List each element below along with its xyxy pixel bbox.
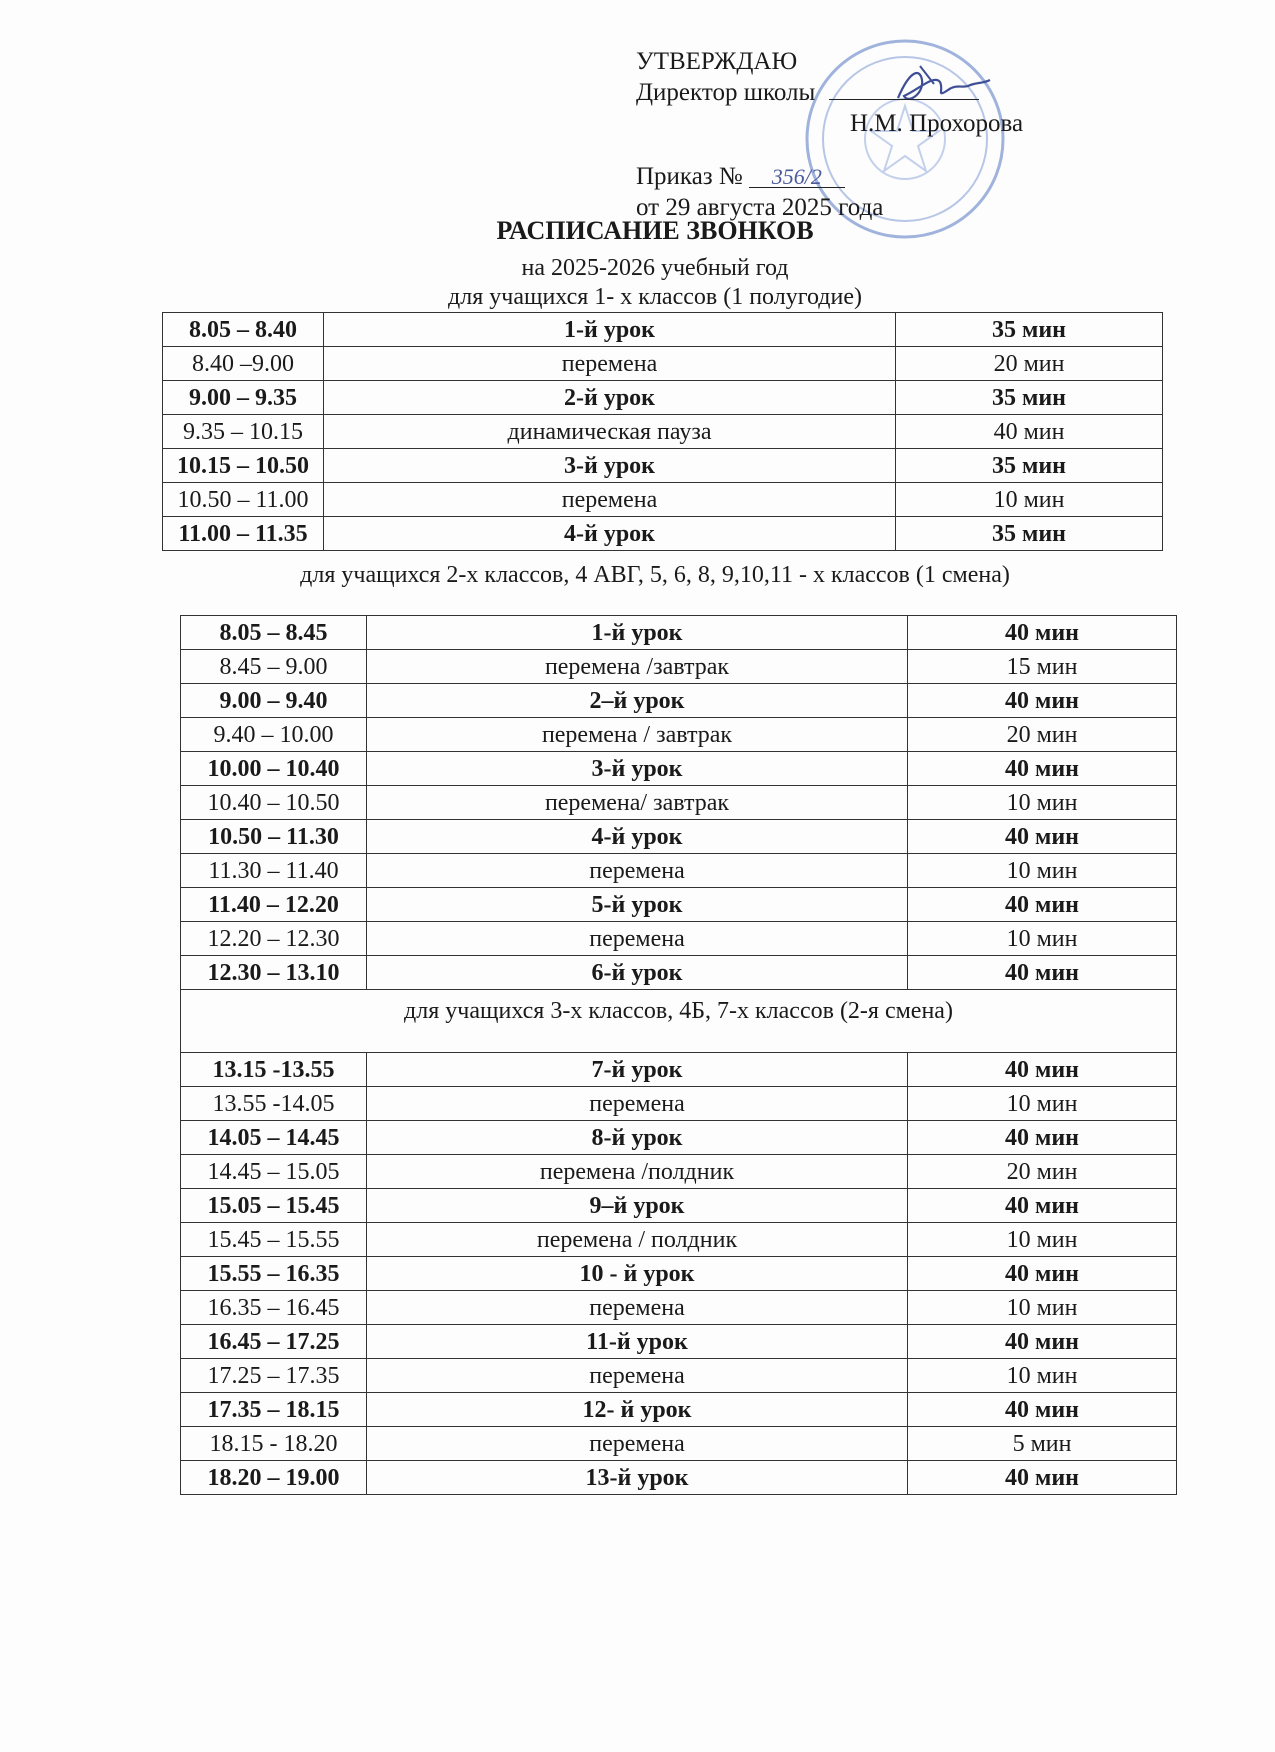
table-row: [163, 517, 1163, 551]
time-cell: 12.20 – 12.30: [181, 922, 367, 956]
time-cell: 13.15 -13.55: [181, 1053, 367, 1087]
duration-cell: 40 мин: [908, 684, 1177, 718]
page-subtitle: на 2025-2026 учебный год: [521, 255, 789, 281]
event-cell: перемена: [367, 922, 908, 956]
duration-cell: 40 мин: [908, 888, 1177, 922]
event-cell: 2–й урок: [367, 684, 908, 718]
table-row: [163, 449, 1163, 483]
time-cell: 8.05 – 8.40: [163, 313, 324, 347]
time-cell: 10.40 – 10.50: [181, 786, 367, 820]
duration-cell: 5 мин: [908, 1427, 1177, 1461]
event-cell: перемена/ завтрак: [367, 786, 908, 820]
order-line: [636, 161, 1023, 192]
table-row: [181, 956, 1177, 990]
event-cell: перемена: [367, 854, 908, 888]
table-row: [181, 718, 1177, 752]
duration-cell: 15 мин: [908, 650, 1177, 684]
time-cell: 15.05 – 15.45: [181, 1189, 367, 1223]
duration-cell: 10 мин: [908, 1359, 1177, 1393]
director-title: Директор школы: [636, 79, 816, 106]
duration-cell: 10 мин: [896, 483, 1163, 517]
event-cell: 2-й урок: [324, 381, 896, 415]
event-cell: 8-й урок: [367, 1121, 908, 1155]
time-cell: 15.55 – 16.35: [181, 1257, 367, 1291]
time-cell: 16.45 – 17.25: [181, 1325, 367, 1359]
table-row: [181, 922, 1177, 956]
table-row: [181, 616, 1177, 650]
table-row: [163, 415, 1163, 449]
table-row: [181, 1325, 1177, 1359]
duration-cell: 40 мин: [908, 1121, 1177, 1155]
duration-cell: 35 мин: [896, 381, 1163, 415]
table-row: [181, 1087, 1177, 1121]
section1-caption: для учащихся 1- х классов (1 полугодие): [448, 284, 862, 310]
approve-heading: УТВЕРЖДАЮ: [636, 48, 798, 75]
time-cell: 11.00 – 11.35: [163, 517, 324, 551]
time-cell: 18.15 - 18.20: [181, 1427, 367, 1461]
table-row: [181, 1257, 1177, 1291]
table-row: [181, 1189, 1177, 1223]
duration-cell: 10 мин: [908, 1291, 1177, 1325]
event-cell: 1-й урок: [367, 616, 908, 650]
time-cell: 17.25 – 17.35: [181, 1359, 367, 1393]
time-cell: 18.20 – 19.00: [181, 1461, 367, 1495]
table-row: [181, 786, 1177, 820]
event-cell: 6-й урок: [367, 956, 908, 990]
duration-cell: 40 мин: [908, 1053, 1177, 1087]
order-label: Приказ №: [636, 163, 743, 190]
table-row: [163, 483, 1163, 517]
time-cell: 13.55 -14.05: [181, 1087, 367, 1121]
time-cell: 10.50 – 11.00: [163, 483, 324, 517]
event-cell: 7-й урок: [367, 1053, 908, 1087]
duration-cell: 40 мин: [908, 820, 1177, 854]
time-cell: 8.45 – 9.00: [181, 650, 367, 684]
page-title: РАСПИСАНИЕ ЗВОНКОВ: [496, 216, 814, 245]
table-row: [181, 1427, 1177, 1461]
table-row: [181, 1223, 1177, 1257]
time-cell: 14.05 – 14.45: [181, 1121, 367, 1155]
table-row: [181, 1053, 1177, 1087]
event-cell: перемена: [367, 1087, 908, 1121]
signature-line: [829, 77, 979, 100]
time-cell: 10.50 – 11.30: [181, 820, 367, 854]
duration-cell: 40 мин: [908, 616, 1177, 650]
duration-cell: 20 мин: [896, 347, 1163, 381]
event-cell: 4-й урок: [324, 517, 896, 551]
time-cell: 11.40 – 12.20: [181, 888, 367, 922]
section3-caption: для учащихся 3-х классов, 4Б, 7-х классов (2-я смена): [181, 990, 1177, 1053]
duration-cell: 40 мин: [908, 1461, 1177, 1495]
event-cell: перемена: [367, 1291, 908, 1325]
event-cell: 3-й урок: [367, 752, 908, 786]
event-cell: 10 - й урок: [367, 1257, 908, 1291]
duration-cell: 35 мин: [896, 449, 1163, 483]
table-row: [181, 888, 1177, 922]
event-cell: перемена /завтрак: [367, 650, 908, 684]
event-cell: 3-й урок: [324, 449, 896, 483]
time-cell: 14.45 – 15.05: [181, 1155, 367, 1189]
duration-cell: 35 мин: [896, 313, 1163, 347]
duration-cell: 10 мин: [908, 854, 1177, 888]
table-row: [181, 1291, 1177, 1325]
table-row: [181, 1359, 1177, 1393]
duration-cell: 20 мин: [908, 718, 1177, 752]
time-cell: 11.30 – 11.40: [181, 854, 367, 888]
duration-cell: 20 мин: [908, 1155, 1177, 1189]
event-cell: 1-й урок: [324, 313, 896, 347]
duration-cell: 10 мин: [908, 1223, 1177, 1257]
event-cell: перемена: [324, 483, 896, 517]
section3-caption-row: [181, 990, 1177, 1053]
table-row: [163, 313, 1163, 347]
duration-cell: 40 мин: [908, 1325, 1177, 1359]
event-cell: 4-й урок: [367, 820, 908, 854]
time-cell: 8.40 –9.00: [163, 347, 324, 381]
duration-cell: 40 мин: [908, 1393, 1177, 1427]
event-cell: перемена / полдник: [367, 1223, 908, 1257]
table-row: [163, 347, 1163, 381]
event-cell: 13-й урок: [367, 1461, 908, 1495]
event-cell: перемена: [367, 1359, 908, 1393]
order-number: 356/2: [749, 161, 845, 188]
time-cell: 9.35 – 10.15: [163, 415, 324, 449]
event-cell: перемена /полдник: [367, 1155, 908, 1189]
time-cell: 17.35 – 18.15: [181, 1393, 367, 1427]
duration-cell: 40 мин: [896, 415, 1163, 449]
table-row: [181, 650, 1177, 684]
table-row: [181, 684, 1177, 718]
order-date: от 29 августа 2025 года: [636, 194, 884, 221]
director-line: [636, 77, 1023, 108]
table-row: [181, 1155, 1177, 1189]
time-cell: 15.45 – 15.55: [181, 1223, 367, 1257]
table-row: [181, 854, 1177, 888]
director-name: Н.М. Прохорова: [850, 110, 1024, 137]
event-cell: 11-й урок: [367, 1325, 908, 1359]
duration-cell: 40 мин: [908, 752, 1177, 786]
event-cell: перемена: [324, 347, 896, 381]
time-cell: 9.00 – 9.40: [181, 684, 367, 718]
time-cell: 12.30 – 13.10: [181, 956, 367, 990]
table-row: [181, 1121, 1177, 1155]
duration-cell: 40 мин: [908, 1257, 1177, 1291]
event-cell: 5-й урок: [367, 888, 908, 922]
table-row: [163, 381, 1163, 415]
duration-cell: 40 мин: [908, 1189, 1177, 1223]
event-cell: перемена / завтрак: [367, 718, 908, 752]
time-cell: 16.35 – 16.45: [181, 1291, 367, 1325]
time-cell: 9.00 – 9.35: [163, 381, 324, 415]
time-cell: 9.40 – 10.00: [181, 718, 367, 752]
time-cell: 10.15 – 10.50: [163, 449, 324, 483]
duration-cell: 10 мин: [908, 922, 1177, 956]
event-cell: 9–й урок: [367, 1189, 908, 1223]
approval-block: [636, 46, 1023, 223]
table-row: [181, 1393, 1177, 1427]
duration-cell: 40 мин: [908, 956, 1177, 990]
time-cell: 10.00 – 10.40: [181, 752, 367, 786]
schedule-table-grade1: [162, 312, 1163, 551]
time-cell: 8.05 – 8.45: [181, 616, 367, 650]
table-row: [181, 1461, 1177, 1495]
duration-cell: 10 мин: [908, 1087, 1177, 1121]
duration-cell: 35 мин: [896, 517, 1163, 551]
duration-cell: 10 мин: [908, 786, 1177, 820]
table-row: [181, 820, 1177, 854]
event-cell: 12- й урок: [367, 1393, 908, 1427]
table-row: [181, 752, 1177, 786]
schedule-table-shift1: [180, 615, 1177, 1495]
event-cell: перемена: [367, 1427, 908, 1461]
section2-caption: для учащихся 2-х классов, 4 АВГ, 5, 6, 8, 9,10,11 - х классов (1 смена): [300, 562, 1010, 588]
event-cell: динамическая пауза: [324, 415, 896, 449]
